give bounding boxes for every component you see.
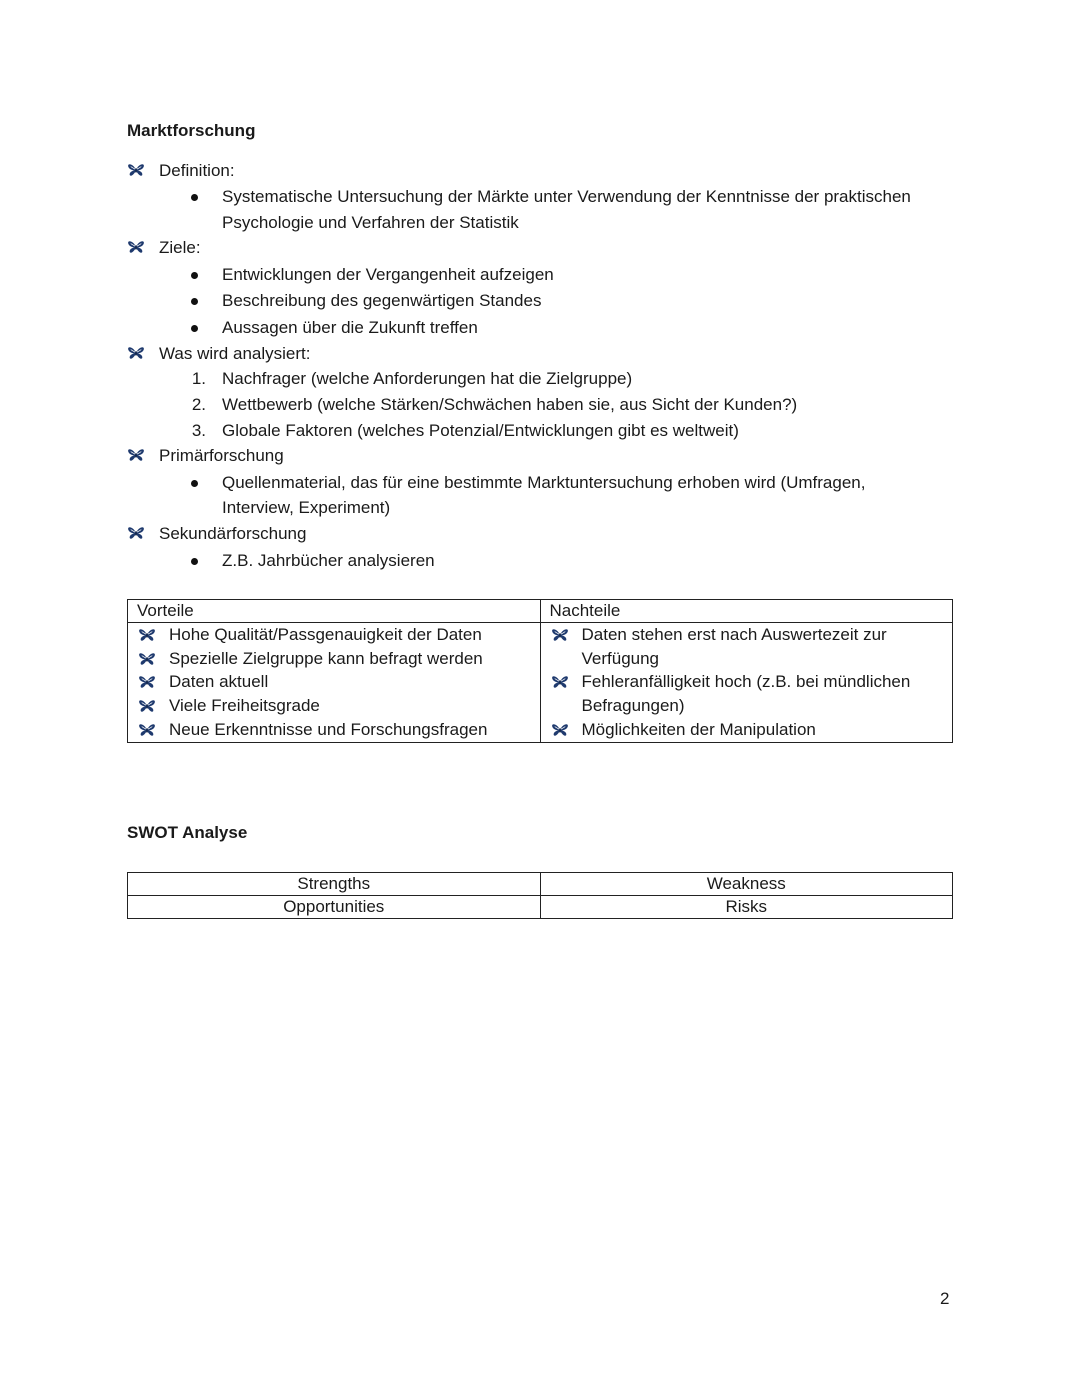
butterfly-icon [127, 163, 145, 177]
butterfly-icon [127, 526, 145, 540]
ziele-item: Aussagen über die Zukunft treffen [222, 318, 478, 337]
vorteile-nachteile-table [127, 599, 953, 743]
table-header-vorteile: Vorteile [128, 600, 541, 623]
butterfly-icon [138, 723, 156, 737]
vorteil-text: Neue Erkenntnisse und Forschungsfragen [169, 719, 488, 739]
nachteil-text-continued: Verfügung [581, 648, 660, 668]
butterfly-icon [551, 628, 569, 642]
list-item [128, 647, 540, 671]
nachteil-text-continued: Befragungen) [581, 696, 685, 716]
nachteile-cell [540, 623, 953, 743]
vorteil-text: Spezielle Zielgruppe kann befragt werden [169, 648, 483, 668]
bullet-dot [191, 298, 198, 305]
list-item [128, 718, 540, 742]
butterfly-icon [138, 675, 156, 689]
swot-risks: Risks [540, 896, 953, 919]
butterfly-icon [551, 723, 569, 737]
sekundaer-item: Z.B. Jahrbücher analysieren [222, 551, 435, 570]
butterfly-icon [138, 652, 156, 666]
list-item [128, 670, 540, 694]
vorteil-text: Daten aktuell [169, 672, 269, 692]
list-number: 2. [191, 395, 206, 414]
ziele-item: Beschreibung des gegenwärtigen Standes [222, 291, 542, 310]
bullet-dot [191, 558, 198, 565]
list-item [541, 623, 953, 670]
vorteile-cell [128, 623, 541, 743]
vorteil-text: Viele Freiheitsgrade [169, 696, 320, 716]
list-item [128, 623, 540, 647]
section-title-marktforschung: Marktforschung [127, 121, 256, 140]
butterfly-icon [127, 240, 145, 254]
ziele-label: Ziele: [159, 238, 201, 257]
list-item [541, 670, 953, 717]
nachteil-text: Daten stehen erst nach Auswertezeit zur [581, 625, 887, 644]
butterfly-icon [127, 346, 145, 360]
butterfly-icon [138, 628, 156, 642]
section-title-swot: SWOT Analyse [127, 823, 248, 842]
bullet-dot [191, 480, 198, 487]
swot-table [127, 872, 953, 919]
swot-opportunities: Opportunities [128, 896, 541, 919]
list-item [541, 718, 953, 742]
primaer-label: Primärforschung [159, 446, 284, 465]
butterfly-icon [138, 699, 156, 713]
definition-text-continued: Psychologie und Verfahren der Statistik [222, 213, 519, 232]
analysiert-item: Wettbewerb (welche Stärken/Schwächen haben sie, aus Sicht der Kunden?) [222, 395, 798, 414]
list-number: 1. [191, 369, 206, 388]
definition-text: Systematische Untersuchung der Märkte unter Verwendung der Kenntnisse der praktischen [222, 187, 911, 206]
bullet-dot [191, 272, 198, 279]
sekundaer-label: Sekundärforschung [159, 524, 307, 543]
vorteil-text: Hohe Qualität/Passgenauigkeit der Daten [169, 625, 482, 644]
swot-strengths: Strengths [128, 873, 541, 896]
primaer-text: Quellenmaterial, das für eine bestimmte Marktuntersuchung erhoben wird (Umfragen, [222, 473, 866, 492]
analysiert-item: Globale Faktoren (welches Potenzial/Entwicklungen gibt es weltweit) [222, 421, 739, 440]
nachteil-text: Fehleranfälligkeit hoch (z.B. bei mündlichen [581, 672, 911, 692]
analysiert-label: Was wird analysiert: [159, 344, 311, 363]
primaer-text-continued: Interview, Experiment) [222, 498, 391, 517]
nachteile-list [541, 623, 953, 742]
bullet-dot [191, 325, 198, 332]
bullet-dot [191, 194, 198, 201]
nachteil-text: Möglichkeiten der Manipulation [581, 719, 816, 739]
table-header-nachteile: Nachteile [540, 600, 953, 623]
swot-weakness: Weakness [540, 873, 953, 896]
definition-label: Definition: [159, 161, 235, 180]
list-item [128, 694, 540, 718]
butterfly-icon [551, 675, 569, 689]
butterfly-icon [127, 448, 145, 462]
vorteile-list [128, 623, 540, 742]
list-number: 3. [191, 421, 206, 440]
analysiert-item: Nachfrager (welche Anforderungen hat die Zielgruppe) [222, 369, 633, 388]
page-number: 2 [940, 1289, 950, 1308]
ziele-item: Entwicklungen der Vergangenheit aufzeigen [222, 265, 554, 284]
